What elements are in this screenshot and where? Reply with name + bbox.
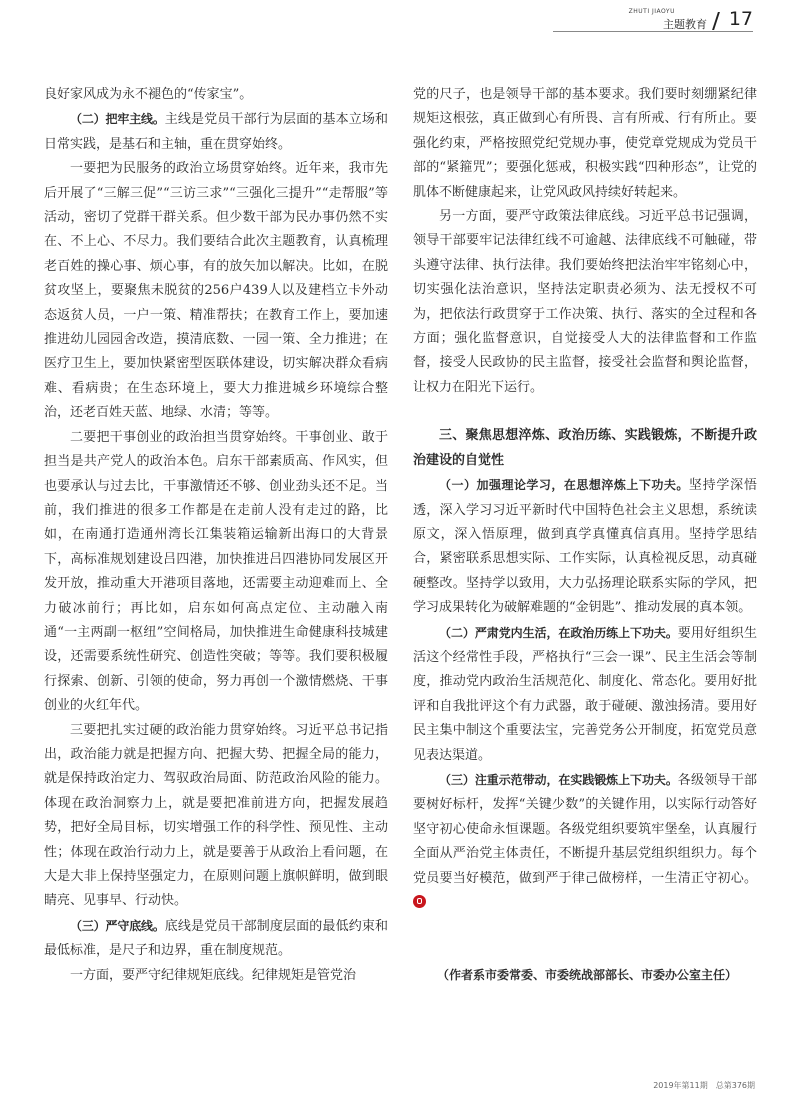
- page-number: 17: [728, 8, 753, 30]
- paragraph-carryover: 良好家风成为永不褪色的“传家宝”。: [44, 87, 253, 102]
- left-column: [44, 83, 388, 988]
- paragraph-discipline-cont: 党的尺子，也是领导干部的基本要求。我们要时刻绷紧纪律规矩这根弦，真正做到心有所畏、言有所戒、行有所止。要强化约束，严格按照党纪党规办事，使党章党规成为党员干部的“紧箍咒”；要强化惩戒，积极实践“四种形态”，让党的肌体不断健康起来，让党风政风持续好转起来。: [413, 87, 757, 200]
- subsection-label: （三）严守底线。: [70, 918, 165, 933]
- right-column: [413, 83, 757, 988]
- header-rule: [553, 31, 753, 32]
- subsection-label: （二）把牢主线。: [70, 112, 165, 127]
- page-header: [553, 6, 753, 32]
- issue-info: 2019年第11期 总第376期: [653, 1081, 755, 1090]
- paragraph-party-life: [413, 621, 757, 768]
- subsection-label: （三）注重示范带动，在实践锻炼上下功夫。: [439, 772, 678, 787]
- magazine-column-title: 主题教育: [663, 18, 707, 31]
- paragraph-subsection-3: [44, 914, 388, 964]
- section-heading: 三、聚焦思想淬炼、政治历练、实践锻炼，不断提升政治建设的自觉性: [413, 428, 757, 468]
- subsection-text: 要用好组织生活这个经常性手段，严格执行“三会一课”、民主生活会等制度，推动党内政治生活规范化、制度化、常态化。要用好批评和自我批评这个有力武器，敢于碰硬、激浊扬清。要用好民主集中制这个重要法宝，完善党务公开制度，拓宽党员意见表达渠道。: [413, 625, 757, 763]
- subsection-text: 主线是党员干部行为层面的基本立场和日常实践，是基石和主轴，重在贯穿始终。: [44, 112, 388, 152]
- subsection-text: 各级领导干部要树好标杆，发挥“关键少数”的关键作用，以实际行动答好坚守初心使命永恒课题。各级党组织要筑牢堡垒，认真履行全面从严治党主体责任，不断提升基层党组织组织力。每个党员要当好模范，做到严于律己做榜样，一生清正守初心。: [413, 772, 757, 886]
- paragraph-subsection-2: [44, 107, 388, 157]
- paragraph-first-point: 一要把为民服务的政治立场贯穿始终。近年来，我市先后开展了“三解三促”“三访三求”“三强化三提升”“走帮服”等活动，密切了党群干群关系。但少数干部为民办事仍然不实在、不上心、不尽力。我们要结合此次主题教育，认真梳理老百姓的操心事、烦心事，有的放矢加以解决。比如，在脱贫攻坚上，要聚焦未脱贫的256户439人以及建档立卡外动态返贫人员，一户一策、精准帮扶；在教育工作上，要加速推进幼儿园园舍改造，摸清底数、一园一策、全力推进；在医疗卫生上，要加快紧密型医联体建设，切实解决群众看病难、看病贵；在生态环境上，要大力推进城乡环境综合整治，还老百姓天蓝、地绿、水清；等等。: [44, 161, 388, 421]
- paragraph-discipline-start: 一方面，要严守纪律规矩底线。纪律规矩是管党治: [70, 967, 357, 983]
- magazine-name-pinyin: ZHUTI JIAOYU: [628, 8, 675, 15]
- article-end-icon: [413, 895, 426, 908]
- paragraph-second-point: 二要把干事创业的政治担当贯穿始终。干事创业、敢于担当是共产党人的政治本色。启东干部素质高、作风实，但也要承认与过去比，干事激情还不够、创业劲头还不足。当前，我们推进的很多工作都是在走前人没有走过的路，比如，在南通打造通州湾长江集装箱运输新出海口的大背景下，高标准规划建设吕四港，加快推进吕四港协同发展区开发开放，推动重大开港项目落地，还需要主动迎难而上、全力破冰前行；再比如，启东如何高点定位、主动融入南通“一主两副一枢纽”空间格局，加快推进生命健康科技城建设，还需要系统性研究、创造性突破；等等。我们要积极履行探索、创新、引领的使命，努力再创一个激情燃烧、干事创业的火红年代。: [44, 429, 388, 714]
- paragraph-theory-study: [413, 473, 757, 620]
- subsection-text: 坚持学深悟透，深入学习习近平新时代中国特色社会主义思想，系统读原文，深入悟原理，做到真学真懂真信真用。坚持学思结合，紧密联系思想实际、工作实际，认真检视反思，动真碰硬整改。坚持学以致用，大力弘扬理论联系实际的学风，把学习成果转化为破解难题的“金钥匙”、推动发展的真本领。: [413, 478, 757, 616]
- paragraph-third-point: 三要把扎实过硬的政治能力贯穿始终。习近平总书记指出，政治能力就是把握方向、把握大势、把握全局的能力，就是保持政治定力、驾驭政治局面、防范政治风险的能力。体现在政治洞察力上，就是要把准前进方向，把握发展趋势，把好全局目标，切实增强工作的科学性、预见性、主动性；体现在政治行动力上，就是要善于从政治上看问题，在大是大非上保持坚强定力，在原则问题上旗帜鲜明，做到眼睛亮、见事早、行动快。: [44, 722, 388, 909]
- paragraph-demonstration: [413, 768, 757, 915]
- paragraph-law: 另一方面，要严守政策法律底线。习近平总书记强调，领导干部要牢记法律红线不可逾越、法律底线不可触碰，带头遵守法律、执行法律。我们要始终把法治牢牢铭刻心中，切实强化法治意识，坚持法定职责必须为、法无授权不可为，把依法行政贯穿于工作决策、执行、落实的全过程和各方面；强化监督意识，自觉接受人大的法律监督和工作监督，接受人民政协的民主监督，接受社会监督和舆论监督，让权力在阳光下运行。: [413, 209, 757, 395]
- subsection-label: （二）严肃党内生活，在政治历练上下功夫。: [439, 625, 678, 640]
- subsection-text: 底线是党员干部制度层面的最低约束和最低标准，是尺子和边界，重在制度规范。: [44, 918, 388, 959]
- author-note: （作者系市委常委、市委统战部部长、市委办公室主任）: [437, 968, 738, 983]
- subsection-label: （一）加强理论学习，在思想淬炼上下功夫。: [439, 478, 689, 493]
- header-slash-divider: [712, 12, 720, 30]
